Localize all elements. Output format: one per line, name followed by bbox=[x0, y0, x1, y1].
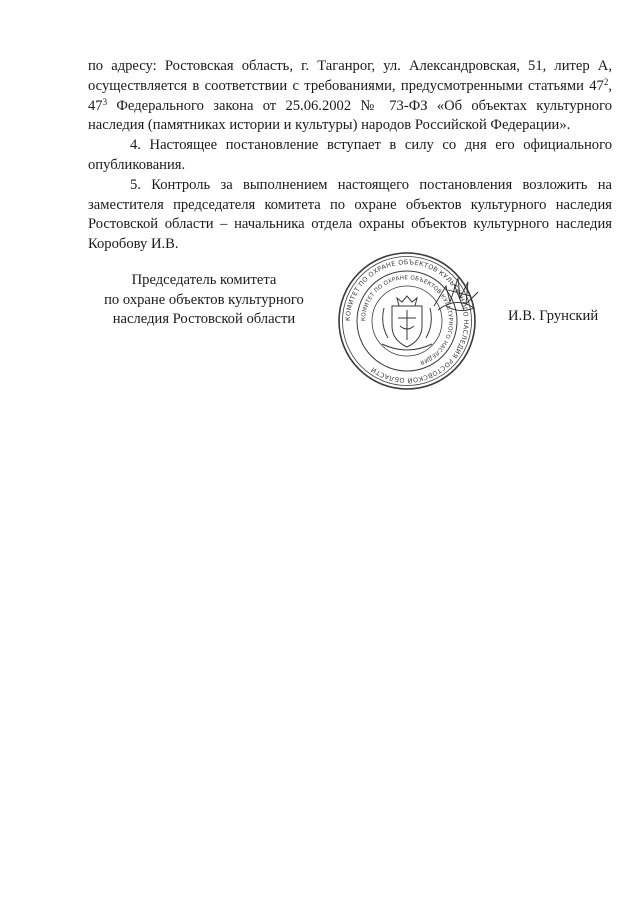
paragraph-item-5: 5. Контроль за выполнением настоящего постановления возложить на заместителя председателя комитета по охране объектов культурного наследия Ростовской области – начальника отдела охраны объектов культурного наследия Коробову И.В. bbox=[88, 176, 612, 253]
paragraph-address-text-3: Федерального закона от 25.06.2002 № 73-ФЗ «Об объектах культурного наследия (памятниках истории и культуры) народов Российской Федерации». bbox=[88, 97, 612, 134]
superscript-article-2: 3 bbox=[102, 96, 108, 107]
official-seal bbox=[318, 248, 496, 394]
seal-outer-text: КОМИТЕТ ПО ОХРАНЕ ОБЪЕКТОВ КУЛЬТУРНОГО НАСЛЕДИЯ РОСТОВСКОЙ ОБЛАСТИ bbox=[343, 258, 471, 385]
signer-name: И.В. Грунский bbox=[508, 308, 599, 324]
coat-of-arms-icon bbox=[382, 296, 432, 350]
document-body bbox=[88, 57, 612, 255]
signer-title bbox=[88, 271, 320, 330]
signer-title-line: Председатель комитета bbox=[131, 272, 277, 288]
signer-title-line: наследия Ростовской области bbox=[112, 311, 296, 328]
seal-stamp bbox=[339, 253, 478, 389]
seal-inner-text: КОМИТЕТ ПО ОХРАНЕ ОБЪЕКТОВ КУЛЬТУРНОГО НАСЛЕДИЯ bbox=[360, 275, 454, 366]
signer-title-line: по охране объектов культурного bbox=[104, 291, 304, 308]
paragraph-address bbox=[88, 57, 612, 136]
paragraph-item-4: 4. Настоящее постановление вступает в силу со дня его официального опубликования. bbox=[88, 137, 612, 173]
superscript-article-1: 2 bbox=[603, 76, 609, 87]
paragraph-address-text-2: , 47 bbox=[88, 77, 612, 114]
paragraph-address-text-1: по адресу: Ростовская область, г. Таганрог, ул. Александровская, 51, литер А, осуществляется в соответствии с требованиями, предусмотренными статьями 47 bbox=[88, 58, 612, 94]
